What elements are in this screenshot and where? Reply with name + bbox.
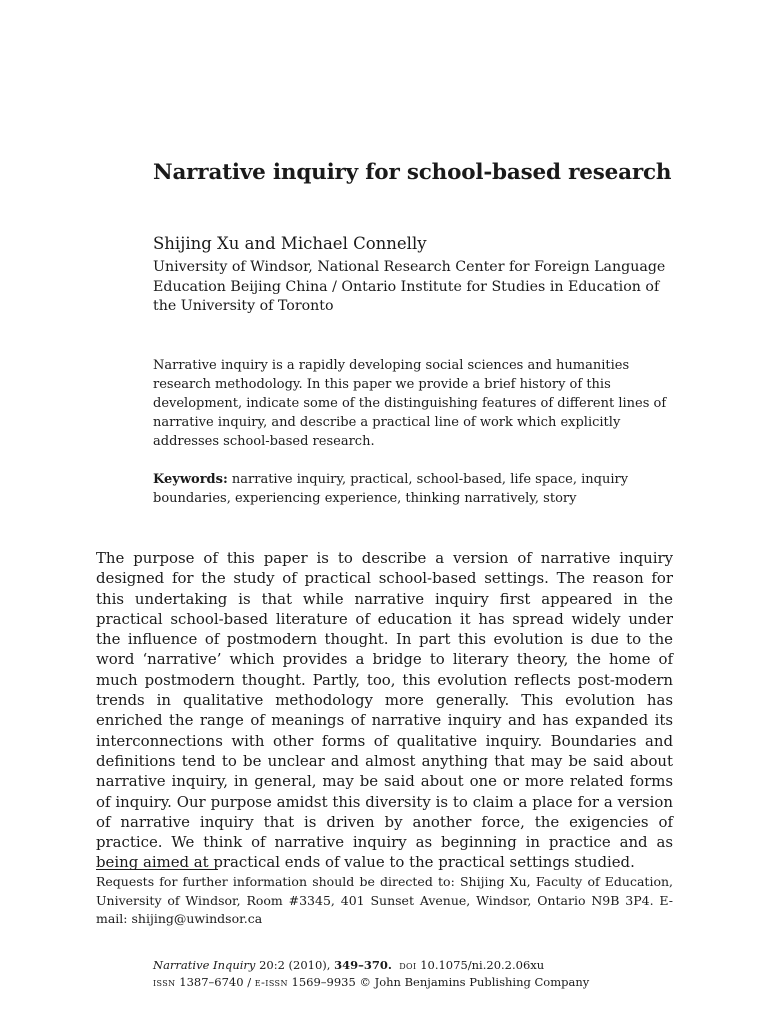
- volume-year: 20:2 (2010),: [259, 958, 331, 972]
- doi-label: doi: [399, 958, 417, 972]
- body-paragraph: The purpose of this paper is to describe a version of narrative inquiry designed for the study of practical school-based settings. The reason for this undertaking is that while narrative inquiry first appeared in the practical school-based literature of education it has spread widely under the influence of postmodern thought. In part this evolution is due to the word ‘narrative’ which provides a bridge to literary theory, the home of much postmodern thought. Partly, too, this evolution reflects post-modern trends in qualitative methodology more generally. This evolution has enriched the range of meanings of narrative inquiry and has expanded its interconnections with other forms of qualitative inquiry. Boundaries and definitions tend to be unclear and almost anything that may be said about narrative inquiry, in general, may be said about one or more related forms of inquiry. Our purpose amidst this diversity is to claim a place for a version of narrative inquiry that is driven by another force, the exigencies of practice. We think of narrative inquiry as beginning in practice and as being aimed at practical ends of value to the practical settings studied.: [96, 549, 673, 872]
- issn-label: issn: [153, 975, 176, 989]
- author-affiliation: University of Windsor, National Research Center for Foreign Language Education Beijing China / Ontario Institute for Studies in Education of the University of Toronto: [153, 259, 666, 314]
- abstract: Narrative inquiry is a rapidly developing social sciences and humanities research methodology. In this paper we provide a brief history of this development, indicate some of the distinguishing features of different lines of narrative inquiry, and describe a practical line of work which explicitly addresses school-based research.: [153, 358, 667, 449]
- footnote: Requests for further information should be directed to: Shijing Xu, Faculty of Education, University of Windsor, Room #3345, 401 Sunset Avenue, Windsor, Ontario N9B 3P4. E-mail: shijing@uwindsor.ca: [96, 874, 673, 926]
- keywords-label: Keywords:: [153, 472, 228, 487]
- page-range: 349–370.: [334, 958, 392, 972]
- eissn-value: 1569–9935 © John Benjamins Publishing Company: [291, 975, 590, 989]
- journal-name: Narrative Inquiry: [153, 958, 256, 972]
- keywords: [153, 470, 675, 508]
- article-authors: Shijing Xu and Michael Connelly: [153, 234, 427, 253]
- footnote-rule: [96, 869, 218, 870]
- issn-value: 1387–6740 /: [179, 975, 252, 989]
- eissn-label: e-issn: [254, 975, 288, 989]
- keywords-list: narrative inquiry, practical, school-based, life space, inquiry boundaries, experiencing experience, thinking narratively, story: [153, 472, 629, 506]
- article-title: Narrative inquiry for school-based research: [153, 160, 672, 185]
- citation-block: [153, 957, 713, 991]
- doi-value: 10.1075/ni.20.2.06xu: [420, 958, 545, 972]
